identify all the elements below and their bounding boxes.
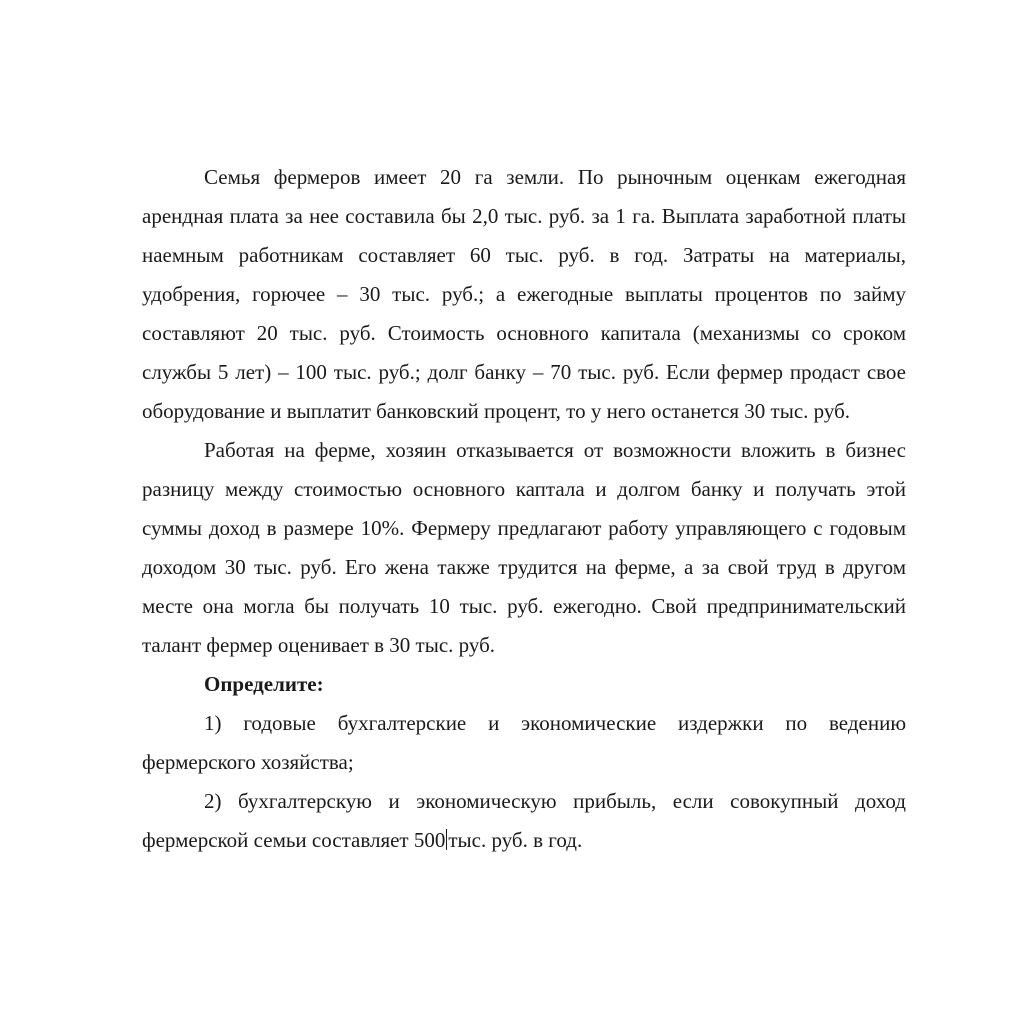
task-2-number: 2) (204, 789, 222, 813)
task-2-text-before-caret: бухгалтерскую и экономическую прибыль, если совокупный доход фермерской семьи составляет 500 (142, 789, 906, 852)
document-text-column (142, 158, 906, 860)
task-item-2 (142, 782, 906, 860)
task-1-spacer (222, 711, 244, 735)
task-heading: Определите: (204, 672, 324, 696)
task-1-number: 1) (204, 711, 222, 735)
task-item-1 (142, 704, 906, 782)
task-2-text-after-caret: тыс. руб. в год. (448, 828, 583, 852)
task-2-spacer (222, 789, 239, 813)
task-1-text: годовые бухгалтерские и экономические издержки по ведению фермерского хозяйства; (142, 711, 907, 774)
paragraph-problem-statement-2: Работая на ферме, хозяин отказывается от возможности вложить в бизнес разницу между стоимостью основного каптала и долгом банку и получать этой суммы доход в размере 10%. Фермеру предлагают работу управляющего с годовым доходом 30 тыс. руб. Его жена также трудится на ферме, а за свой труд в другом месте она могла бы получать 10 тыс. руб. ежегодно. Свой предпринимательский талант фермер оценивает в 30 тыс. руб. (142, 438, 906, 657)
paragraph-problem-statement-1: Семья фермеров имеет 20 га земли. По рыночным оценкам ежегодная арендная плата за нее составила бы 2,0 тыс. руб. за 1 га. Выплата заработной платы наемным работникам составляет 60 тыс. руб. в год. Затраты на материалы, удобрения, горючее – 30 тыс. руб.; а ежегодные выплаты процентов по займу составляют 20 тыс. руб. Стоимость основного капитала (механизмы со сроком службы 5 лет) – 100 тыс. руб.; долг банку – 70 тыс. руб. Если фермер продаст свое оборудование и выплатит банковский процент, то у него останется 30 тыс. руб. (142, 165, 906, 423)
